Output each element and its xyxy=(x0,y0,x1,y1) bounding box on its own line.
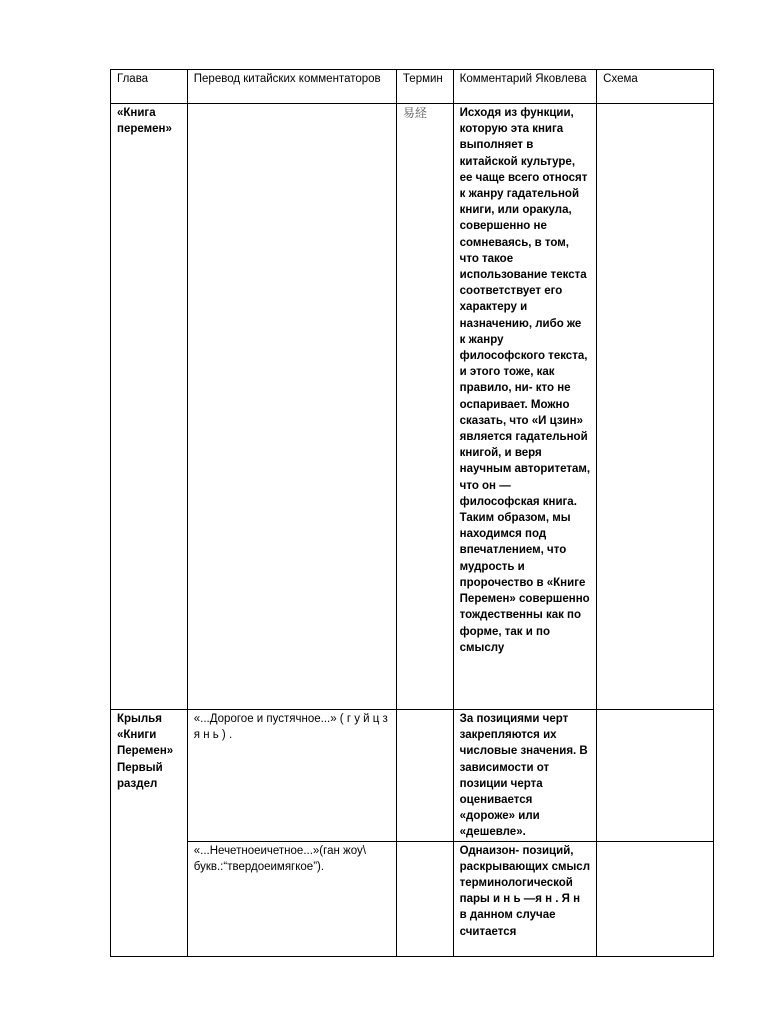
header-scheme: Схема xyxy=(597,70,714,104)
cell-term: 易経 xyxy=(396,104,453,710)
cell-chapter: Крылья «Книги Перемен» Первый раздел xyxy=(111,710,188,957)
cell-commentary: Однаизон- позиций, раскрывающих смысл терминологической пары и н ь —я н . Я н в данном случае считается xyxy=(453,841,597,956)
header-translation: Перевод китайских комментаторов xyxy=(187,70,396,104)
table-header-row xyxy=(111,70,714,104)
cell-scheme xyxy=(597,841,714,956)
table-row xyxy=(111,841,714,956)
cell-scheme xyxy=(597,104,714,710)
cell-translation: «...Дорогое и пустячное...» ( г у й ц з я н ь ) . xyxy=(187,710,396,842)
cell-chapter: «Книга перемен» xyxy=(111,104,188,710)
chapters-table xyxy=(110,69,714,957)
header-term: Термин xyxy=(396,70,453,104)
header-chapter: Глава xyxy=(111,70,188,104)
cell-term xyxy=(396,710,453,842)
cell-scheme xyxy=(597,710,714,842)
header-commentary: Комментарий Яковлева xyxy=(453,70,597,104)
cell-translation: «...Нечетноеичетное...»(ган жоу\ букв.:“твердоеимягкое”). xyxy=(187,841,396,956)
table-row xyxy=(111,710,714,842)
cell-translation xyxy=(187,104,396,710)
cell-commentary: Исходя из функции, которую эта книга выполняет в китайской культуре, ее чаще всего относят к жанру гадательной книги, или оракула, совершенно не сомневаясь, в том, что такое использование текста соответствует его характеру и назначению, либо же к жанру философского текста, и этого тоже, как правило, ни- кто не оспаривает. Можно сказать, что «И цзин» является гадательной книгой, и веря научным авторитетам, что он —философская книга. Таким образом, мы находимся под впечатлением, что мудрость и пророчество в «Книге Перемен» совершенно тождественны как по форме, так и по смыслу xyxy=(453,104,597,710)
cell-term xyxy=(396,841,453,956)
table-row xyxy=(111,104,714,710)
cell-commentary: За позициями черт закрепляются их числовые значения. В зависимости от позиции черта оценивается «дороже» или «дешевле». xyxy=(453,710,597,842)
